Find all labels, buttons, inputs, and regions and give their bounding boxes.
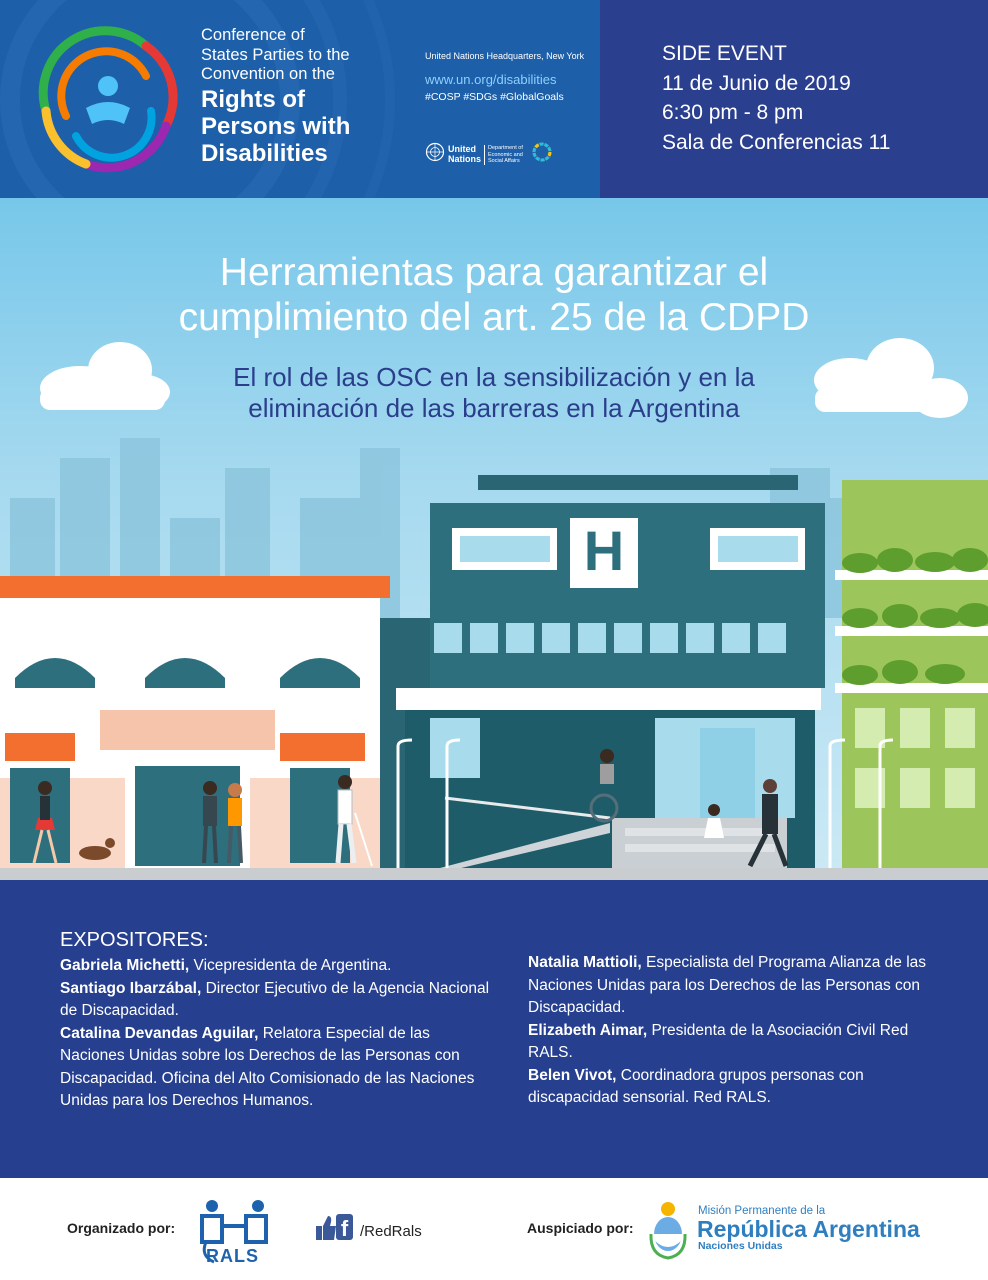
facebook-handle[interactable]: /RedRals: [360, 1223, 422, 1240]
event-room: Sala de Conferencias 11: [662, 130, 891, 154]
mission-line-1: Misión Permanente de la: [698, 1205, 826, 1217]
green-building: [835, 480, 988, 880]
event-subtitle-line: eliminación de las barreras en la Argentina: [248, 393, 740, 423]
conference-subtitle: [201, 26, 411, 85]
event-details: [662, 39, 890, 157]
argentina-coat-of-arms-icon: [648, 1200, 688, 1260]
un-headquarters: United Nations Headquarters, New York: [425, 51, 585, 61]
speaker-entry: [60, 955, 490, 978]
speaker-role: Presidenta de la Asociación Civil Red RALS.: [528, 1021, 909, 1061]
speaker-role: Relatora Especial de las Naciones Unidas sobre los Derechos de las Personas con Discapacidad. Oficina del Alto Comisionado de las Naciones Unidas para los Derechos Humanos.: [60, 1024, 475, 1109]
speakers-section: [0, 880, 988, 1178]
hospital-sign-letter: H: [583, 519, 625, 582]
speaker-entry: [528, 1020, 938, 1065]
conference-title-line: Disabilities: [201, 140, 328, 167]
conference-line: States Parties to the: [201, 45, 350, 64]
rals-logo-text: RALS: [206, 1246, 259, 1266]
speaker-entry: [528, 1065, 938, 1110]
conference-title-line: Rights of: [201, 86, 305, 113]
conference-line: Convention on the: [201, 65, 335, 83]
un-disabilities-link[interactable]: www.un.org/disabilities: [425, 72, 557, 87]
event-date: 11 de Junio de 2019: [662, 71, 851, 95]
speaker-name: Catalina Devandas Aguilar,: [60, 1024, 259, 1042]
desa-line: Economic and: [488, 151, 523, 158]
speaker-name: Belen Vivot,: [528, 1066, 617, 1084]
un-emblem-icon: [425, 142, 445, 162]
speakers-column-right: [528, 952, 938, 1110]
speaker-role: Coordinadora grupos personas con discapacidad sensorial. Red RALS.: [528, 1066, 864, 1106]
speakers-column-left: [60, 955, 490, 1113]
event-label: SIDE EVENT: [662, 42, 787, 65]
footer: [0, 1178, 988, 1280]
speaker-name: Gabriela Michetti,: [60, 957, 190, 974]
mission-line-2: República Argentina: [697, 1216, 920, 1242]
speaker-entry: [60, 1023, 490, 1113]
sidewalk: [0, 868, 988, 880]
event-subtitle: [0, 362, 988, 424]
conference-title: [201, 86, 411, 167]
event-time: 6:30 pm - 8 pm: [662, 101, 804, 124]
speaker-role: Vicepresidenta de Argentina.: [189, 957, 392, 974]
speaker-role: Director Ejecutivo de la Agencia Nacional de Discapacidad.: [60, 979, 490, 1019]
hero-illustration: [0, 198, 988, 880]
speaker-role: Especialista del Programa Alianza de las Naciones Unidas para los Derechos de las Personas con Discapacidad.: [528, 954, 927, 1016]
hashtags: #COSP #SDGs #GlobalGoals: [425, 91, 564, 103]
speaker-name: Natalia Mattioli,: [528, 954, 642, 971]
un-name: [448, 145, 481, 164]
speaker-entry: [60, 978, 490, 1023]
organized-by-label: Organizado por:: [67, 1220, 176, 1236]
sponsored-by-label: Auspiciado por:: [527, 1220, 634, 1236]
cosp-logo-icon: [26, 16, 190, 180]
event-title-line: cumplimiento del art. 25 de la CDPD: [178, 296, 810, 339]
event-title-line: Herramientas para garantizar el: [219, 251, 769, 294]
speaker-entry: [528, 952, 938, 1020]
mission-line-3: Naciones Unidas: [698, 1240, 783, 1252]
event-title: [0, 250, 988, 340]
speaker-name: Elizabeth Aimar,: [528, 1021, 648, 1039]
desa-line: Social Affairs: [488, 158, 520, 164]
header-banner: [0, 0, 988, 198]
desa-line: Department of: [488, 145, 523, 151]
sdg-wheel-icon: [532, 142, 552, 162]
facebook-like-icon[interactable]: [314, 1212, 354, 1242]
un-desa: [484, 145, 528, 165]
shop-building: [0, 576, 390, 868]
conference-line: Conference of: [201, 26, 305, 44]
conference-title-line: Persons with: [201, 113, 351, 140]
svg-text:f: f: [340, 1216, 349, 1241]
event-subtitle-line: El rol de las OSC en la sensibilización y en la: [233, 362, 755, 392]
speaker-name: Santiago Ibarzábal,: [60, 979, 202, 997]
conference-panel: [0, 0, 600, 198]
un-name-line: Nations: [448, 153, 482, 164]
speakers-heading: EXPOSITORES:: [60, 929, 209, 951]
un-name-line: United: [448, 144, 476, 154]
